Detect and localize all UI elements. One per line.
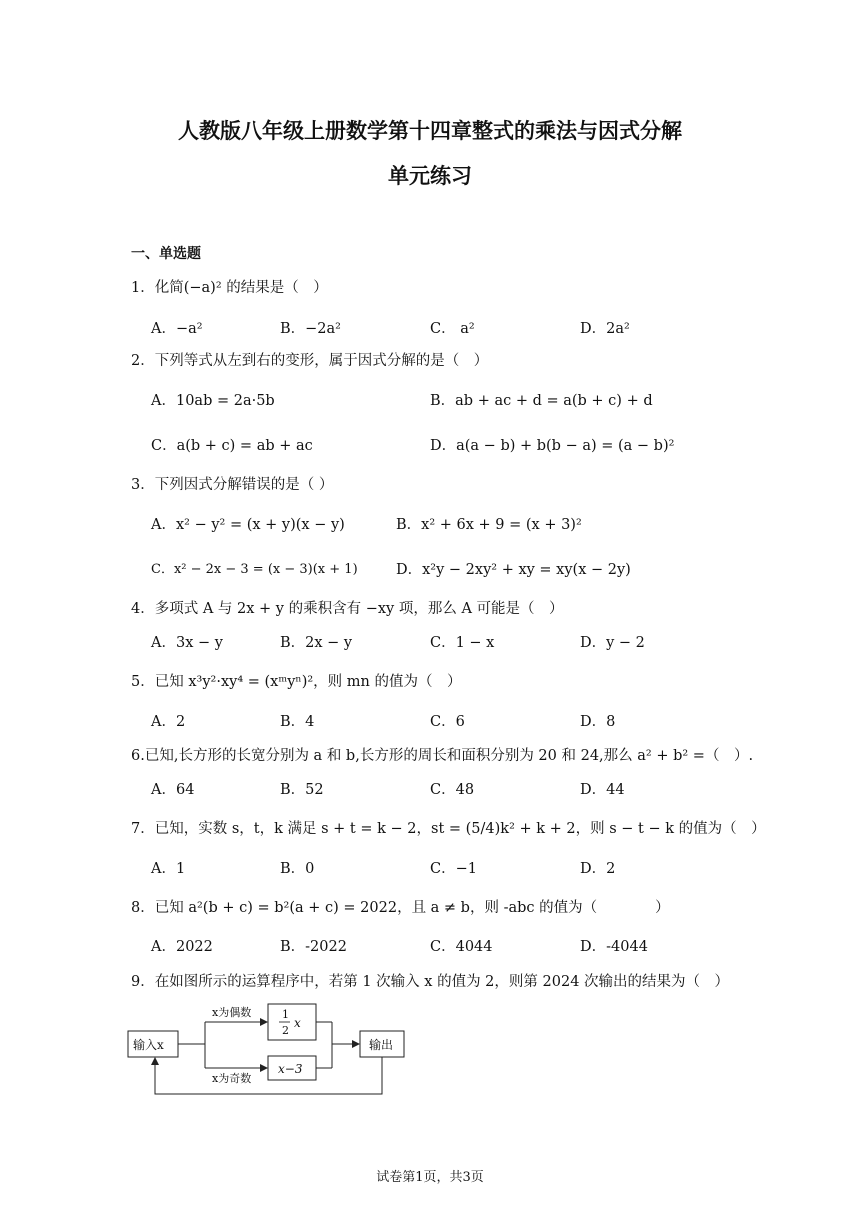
question-text: 下列因式分解错误的是（ ） [154,477,334,493]
option-1a[interactable]: A．−a² [151,321,203,337]
input-label: 输入x [133,1038,164,1052]
half-box [268,1004,316,1040]
question-number: 1． [131,280,155,296]
option-6c[interactable]: C．48 [430,782,475,798]
option-5d[interactable]: D．8 [580,714,616,730]
option-7a[interactable]: A．1 [151,861,186,877]
page-subtitle: 单元练习 [388,164,472,188]
question-6 [131,744,753,765]
option-2d[interactable]: D．a(a − b) + b(b − a) = (a − b)² [430,438,675,454]
option-7c[interactable]: C．−1 [430,861,477,877]
page-footer: 试卷第1页，共3页 [376,1170,484,1185]
option-2b[interactable]: B．ab + ac + d = a(b + c) + d [430,393,653,409]
option-6a[interactable]: A．64 [151,782,195,798]
option-8c[interactable]: C．4044 [430,939,493,955]
question-3 [131,473,333,494]
output-label: 输出 [369,1038,394,1052]
half-denominator: 2 [282,1024,289,1037]
option-1c[interactable]: C． a² [430,321,475,337]
option-4b[interactable]: B．2x − y [280,635,353,651]
question-number: 2． [131,353,155,369]
question-2 [131,349,488,370]
option-5a[interactable]: A．2 [151,714,186,730]
question-text: 已知，实数 s，t，k 满足 s + t = k − 2，st = (5/4)k² + k + 2，则 s − t − k 的值为（ ） [154,821,766,837]
question-text: 多项式 A 与 2x + y 的乘积含有 −xy 项，那么 A 可能是（ ） [154,601,564,617]
option-4d[interactable]: D．y − 2 [580,635,645,651]
question-number: 3． [131,477,155,493]
odd-label: x为奇数 [212,1072,252,1085]
even-label: x为偶数 [212,1006,252,1019]
option-2c[interactable]: C．a(b + c) = ab + ac [151,438,313,454]
option-6b[interactable]: B．52 [280,782,324,798]
option-2a[interactable]: A．10ab = 2a·5b [151,393,275,409]
option-7b[interactable]: B．0 [280,861,315,877]
option-5b[interactable]: B．4 [280,714,315,730]
option-7d[interactable]: D．2 [580,861,616,877]
question-4 [131,597,564,618]
question-text: 已知 a²(b + c) = b²(a + c) = 2022，且 a ≠ b，则 -abc 的值为（ ） [154,900,670,916]
operation-flowchart [120,996,420,1102]
option-8b[interactable]: B．-2022 [280,939,347,955]
question-number: 9． [131,974,155,990]
question-7 [131,817,766,838]
question-1 [131,276,328,297]
question-text: 化简(−a)² 的结果是（ ） [154,280,328,296]
question-text: 已知 x³y²·xy⁴ = (xᵐyⁿ)²，则 mn 的值为（ ） [154,674,462,690]
minus-label: x−3 [278,1062,303,1076]
question-number: 4． [131,601,155,617]
half-variable: x [294,1016,301,1030]
question-number: 6. [131,748,145,764]
section-heading: 一、单选题 [131,246,201,262]
option-8a[interactable]: A．2022 [151,939,213,955]
option-3b[interactable]: B．x² + 6x + 9 = (x + 3)² [396,517,582,533]
option-4a[interactable]: A．3x − y [151,635,223,651]
question-number: 7． [131,821,155,837]
question-8 [131,896,670,917]
option-5c[interactable]: C．6 [430,714,465,730]
option-8d[interactable]: D．-4044 [580,939,648,955]
option-1b[interactable]: B．−2a² [280,321,341,337]
question-text: 下列等式从左到右的变形，属于因式分解的是（ ） [154,353,489,369]
question-number: 8． [131,900,155,916]
option-3a[interactable]: A．x² − y² = (x + y)(x − y) [151,517,345,533]
page-title: 人教版八年级上册数学第十四章整式的乘法与因式分解 [178,119,682,143]
question-9 [131,970,729,991]
question-number: 5． [131,674,155,690]
question-5 [131,670,461,691]
question-text: 在如图所示的运算程序中，若第 1 次输入 x 的值为 2，则第 2024 次输出的结果为（ ） [154,974,730,990]
question-text: 已知,长方形的长宽分别为 a 和 b,长方形的周长和面积分别为 20 和 24,那么 a² + b² =（ ）. [144,748,754,764]
option-3c[interactable]: C．x² − 2x − 3 = (x − 3)(x + 1) [151,562,358,577]
option-4c[interactable]: C．1 − x [430,635,495,651]
option-1d[interactable]: D．2a² [580,321,630,337]
option-6d[interactable]: D．44 [580,782,625,798]
option-3d[interactable]: D．x²y − 2xy² + xy = xy(x − 2y) [396,562,631,578]
half-numerator: 1 [282,1008,289,1021]
